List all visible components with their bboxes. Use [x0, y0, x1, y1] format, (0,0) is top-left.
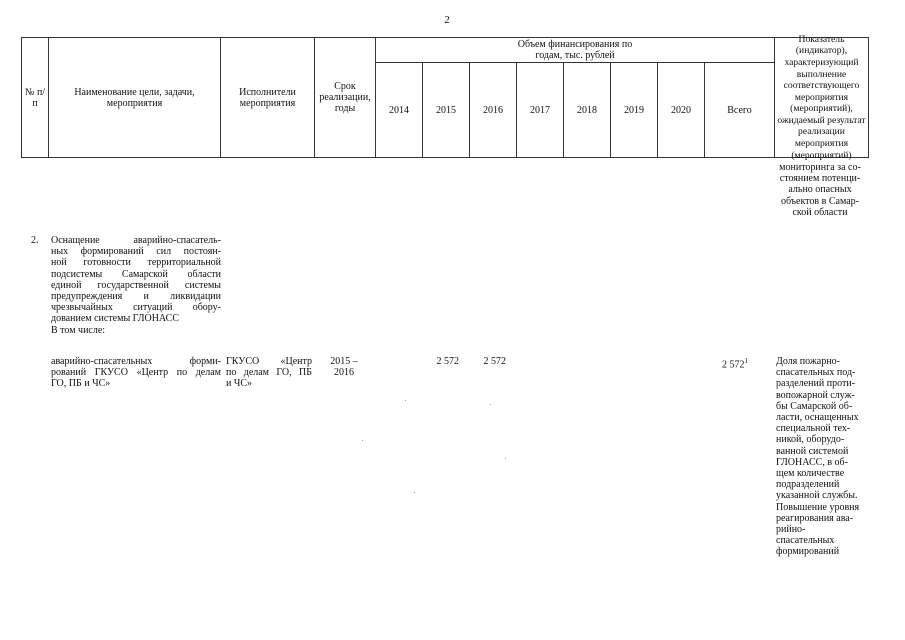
text-line: Повышение уровня: [776, 501, 860, 513]
header-goal: [48, 37, 221, 158]
header-year-text: 2020: [671, 104, 691, 116]
header-term: [314, 37, 376, 158]
header-year-2016: [469, 62, 517, 158]
row-indicator: [776, 356, 870, 558]
text-line: по делам ГО, ПБ: [226, 367, 312, 379]
header-num: [21, 37, 49, 158]
footnote-marker: 1: [744, 357, 748, 365]
header-year-text: 2017: [530, 104, 550, 116]
text-line: никой, оборудо-: [776, 434, 845, 446]
text-line: рований ГКУСО «Центр по делам: [51, 367, 221, 379]
text-line: дованием системы ГЛОНАСС: [51, 313, 179, 325]
header-year-text: 2015: [436, 104, 456, 116]
text-line: стоянием потенци-: [779, 173, 861, 185]
text-line: Оснащение аварийно-спасатель-: [51, 235, 221, 246]
header-year-2020: [657, 62, 705, 158]
header-year-text: 2018: [577, 104, 597, 116]
row-name: [51, 356, 221, 390]
continuation-indicator: [772, 162, 868, 218]
text-line: ГЛОНАСС, в об-: [776, 456, 848, 468]
text-line: спасательных под-: [776, 367, 856, 379]
text-line: ГКУСО «Центр: [226, 356, 312, 367]
header-total: [704, 62, 775, 158]
text-line: Доля пожарно-: [776, 356, 840, 367]
text-line: бы Самарской об-: [776, 400, 853, 412]
text-line: ально опасных: [788, 184, 852, 196]
text-line: вопожарной служ-: [776, 389, 855, 401]
text-line: единой государственной системы: [51, 279, 221, 291]
total-value: 2 572: [722, 359, 745, 371]
header-executors-text: Исполнители мероприятия: [239, 86, 296, 109]
row-value-total: [700, 356, 748, 371]
text-line: В том числе:: [51, 324, 106, 336]
row-value-2015: 2 572: [436, 356, 459, 367]
text-line: чрезвычайных ситуаций обору-: [51, 302, 221, 314]
text-line: щем количестве: [776, 468, 845, 480]
text-line: мониторинга за со-: [779, 162, 861, 173]
text-line: ных формирований сил постоян-: [51, 246, 221, 258]
item-title: [51, 235, 221, 336]
header-term-text: Срок реализации, годы: [319, 81, 371, 114]
text-line: подсистемы Самарской области: [51, 268, 221, 280]
row-executor: [226, 356, 312, 390]
text-line: ской области: [792, 206, 848, 218]
text-line: реагирования ава-: [776, 512, 854, 524]
row-term: [318, 356, 370, 378]
text-line: разделений проти-: [776, 378, 855, 390]
header-table: [21, 33, 869, 161]
text-line: формирований: [776, 546, 840, 558]
header-year-2019: [610, 62, 658, 158]
scan-speck: [505, 458, 506, 459]
text-line: ласти, оснащенных: [776, 412, 859, 424]
header-year-2014: [375, 62, 423, 158]
header-num-text: № п/п: [24, 86, 46, 109]
row-value-2016: 2 572: [483, 356, 506, 367]
header-year-2017: [516, 62, 564, 158]
header-year-text: 2016: [483, 104, 503, 116]
scan-speck: [362, 440, 363, 441]
text-line: ГО, ПБ и ЧС»: [51, 378, 111, 390]
scan-speck: [490, 404, 491, 405]
header-funding: [375, 37, 775, 63]
scan-speck: [405, 400, 406, 401]
text-line: ной готовности территориальной: [51, 257, 221, 269]
header-total-text: Всего: [727, 104, 752, 116]
text-line: указанной службы.: [776, 490, 858, 502]
text-line: ванной системой: [776, 445, 849, 457]
item-number: 2.: [31, 235, 39, 246]
header-year-2018: [563, 62, 611, 158]
header-year-text: 2014: [389, 104, 409, 116]
header-year-2015: [422, 62, 470, 158]
header-executors: [220, 37, 315, 158]
text-line: подразделений: [776, 479, 840, 491]
header-indicator-text: Показатель (индикатор), характеризующий выполнение соответствующего мероприятия (мероприятий), ожидаемый результат реализации мероприятия (мероприятий): [777, 33, 866, 161]
header-indicator: [774, 33, 869, 161]
text-line: объектов в Самар-: [781, 195, 859, 207]
text-line: предупреждения и ликвидации: [51, 291, 221, 303]
scan-speck: [414, 492, 415, 493]
header-year-text: 2019: [624, 104, 644, 116]
page-number: 2: [444, 14, 450, 26]
text-line: аварийно-спасательных форми-: [51, 356, 221, 367]
header-funding-text: Объем финансирования по годам, тыс. рублей: [517, 39, 633, 61]
text-line: 2015 –: [330, 356, 358, 367]
text-line: и ЧС»: [226, 378, 253, 390]
text-line: спасательных: [776, 535, 835, 547]
text-line: 2016: [334, 367, 354, 379]
text-line: рийно-: [776, 524, 806, 536]
text-line: специальной тех-: [776, 423, 851, 435]
header-goal-text: Наименование цели, задачи, мероприятия: [74, 86, 195, 109]
